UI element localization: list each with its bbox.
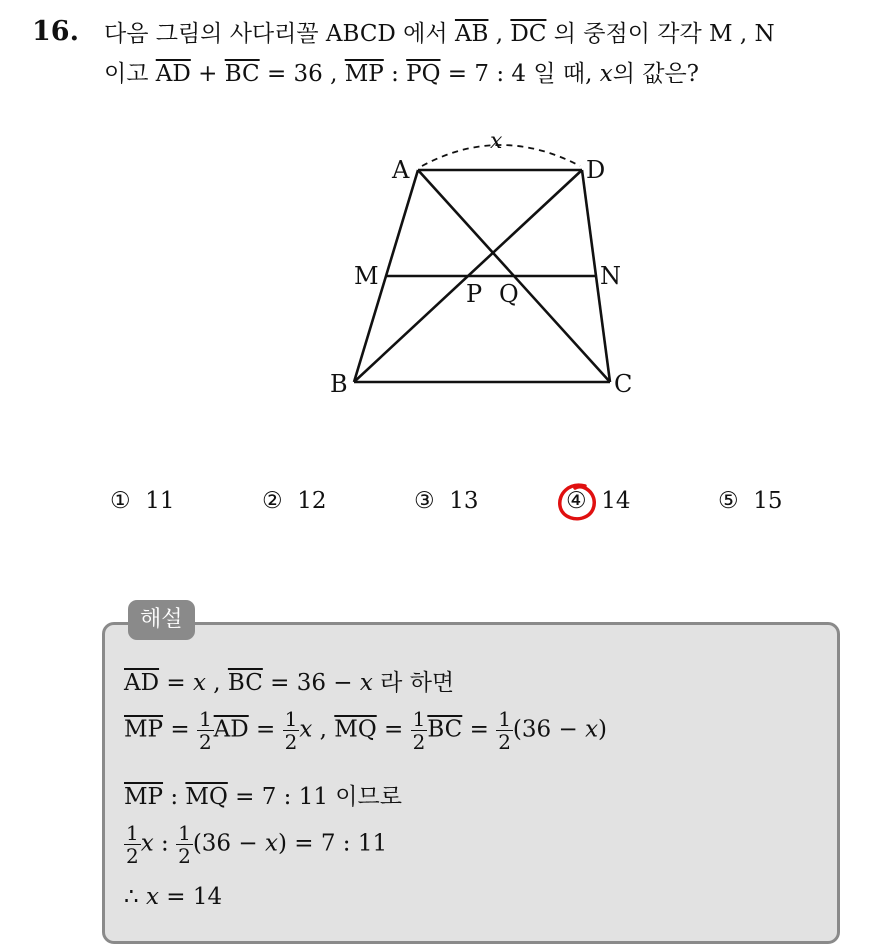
label-x: x xyxy=(490,129,503,154)
label-b: B xyxy=(330,370,348,398)
solution-line-3: $\overline{MP}$ : $\overline{MQ} = 7$ : 11 이므로 xyxy=(124,784,402,810)
label-n: N xyxy=(600,262,621,290)
solution-line-1: $\overline{AD} = x$ , $\overline{BC} = 36 - x$ 라 하면 xyxy=(124,670,455,696)
choice-3[interactable]: ③ 13 xyxy=(414,488,479,514)
choice-4[interactable]: ④ 14 xyxy=(566,488,631,514)
solution-tag: 해설 xyxy=(128,600,195,640)
solution-line-2: $\overline{MP}$ = $\frac{1}{2}$ $\overline{AD}$ = $\frac{1}{2}$ x , $\overline{MQ}$ = $\frac{1}{2}$ $\overline{BC}$ = $\frac{1}{2}$ (36 − x) xyxy=(124,707,608,754)
label-m: M xyxy=(354,262,379,290)
choice-5[interactable]: ⑤ 15 xyxy=(718,488,783,514)
trapezoid-figure xyxy=(300,118,660,408)
question-text-line-2: 이고 $\overline{AD} + \overline{BC} = 36$ , $\overline{MP}$ : $\overline{PQ} = 7$ : 4 일 때, x의 값은? xyxy=(104,61,699,87)
solution-line-4: $\frac{1}{2}$ x : $\frac{1}{2}$ (36 − x) = 7 : 11 xyxy=(126,821,388,868)
label-a: A xyxy=(392,156,410,184)
question-text-line-1: 다음 그림의 사다리꼴 ABCD 에서 $\overline{AB}$ , $\overline{DC}$ 의 중점이 각각 M , N xyxy=(104,21,775,47)
label-q: Q xyxy=(499,280,519,308)
answer-circle-mark xyxy=(555,480,599,524)
solution-line-5: ∴ x = 14 xyxy=(124,884,223,910)
question-number: 16. xyxy=(32,16,79,47)
choice-2[interactable]: ② 12 xyxy=(262,488,327,514)
choice-1[interactable]: ① 11 xyxy=(110,488,175,514)
label-d: D xyxy=(586,156,606,184)
label-p: P xyxy=(466,280,483,308)
label-c: C xyxy=(614,370,633,398)
